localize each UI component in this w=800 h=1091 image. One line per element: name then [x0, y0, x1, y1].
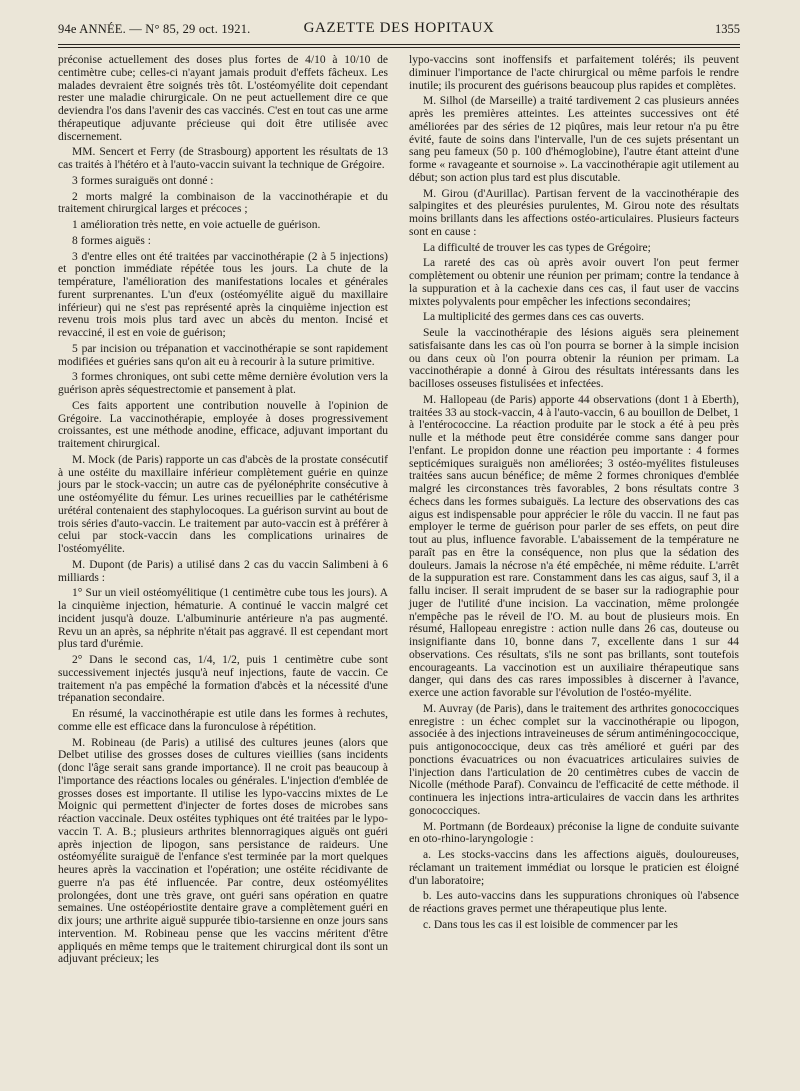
paragraph: 2 morts malgré la combinaison de la vaccinothérapie et du traitement chirurgical larges et précoces ;	[58, 190, 388, 216]
paragraph: M. Portmann (de Bordeaux) préconise la ligne de conduite suivante en oto-rhino-laryngologie :	[409, 820, 739, 846]
paragraph: M. Girou (d'Aurillac). Partisan fervent de la vaccinothérapie des salpingites et des pleurésies purulentes, M. Girou note des résultats moins brillants dans les affections ostéo-articulaires. Plusieurs facteurs sont en cause :	[409, 187, 739, 238]
right-column	[409, 54, 739, 935]
header-rule	[58, 47, 740, 48]
paragraph: En résumé, la vaccinothérapie est utile dans les formes à rechutes, comme elle est efficace dans la furonculose à répétition.	[58, 708, 388, 733]
paragraph: Seule la vaccinothérapie des lésions aiguës sera pleinement satisfaisante dans les cas où l'on pourra se borner à la simple incision ou dans ceux où l'on pourra obtenir la réunion per primam. La vaccinothérapie a donné à Girou des résultats intéressants dans les bacilloses osseuses fistulisées et infectées.	[409, 327, 739, 390]
paragraph: b. Les auto-vaccins dans les suppurations chroniques où l'absence de réactions graves permet une thérapeutique plus lente.	[409, 890, 739, 915]
paragraph: La rareté des cas où après avoir ouvert l'on peut fermer complètement ou obtenir une réunion per primam; contre la tendance à la suppuration et à la cachexie dans ces cas, il faut user de vaccins mixtes polyvalents pour empêcher les infections secondaires;	[409, 257, 739, 308]
paragraph: M. Auvray (de Paris), dans le traitement des arthrites gonococciques enregistre : un échec complet sur la vaccinothérapie ou lipogon, associée à des injections intraveineuses de sérum antiméningococcique, puis antigonococcique, deux cas très amélioré et guéri par des ponctions évacuatrices ou non évacuatrices articulaires suivies de l'injection dans l'articulation de 20 centimètres cubes de vaccin de Nicolle (méthode Paraf). Convaincu de l'efficacité de cette méthode. il continuera les injections intra-articulaires de vaccin dans les arthrites gonococciques.	[409, 702, 739, 817]
paragraph: 1 amélioration très nette, en voie actuelle de guérison.	[72, 219, 321, 231]
paragraph: La difficulté de trouver les cas types de Grégoire;	[423, 241, 651, 254]
paragraph: 1° Sur un vieil ostéomyélitique (1 centimètre cube tous les jours). A la cinquième injection, hématurie. A continué le vaccin malgré cet incident jusqu'à douze. L'albuminurie antérieure n'a pas augmenté. Revu un an après, sa néphrite n'était pas aggravé. Il est cependant mort plus tard d'urémie.	[58, 587, 388, 651]
paragraph: M. Silhol (de Marseille) a traité tardivement 2 cas plusieurs années après les premières atteintes. Les atteintes successives ont été améliorées par des séries de 12 piqûres, mais leur retour n'a pu être évité, faute de soins dans l'intervalle, l'un de ces sujets présentant un sang peu fameux (50 p. 100 d'hémoglobine), l'autre étant atteint d'une forme « ravageante et sournoise ». La vaccinothérapie agit utilement au début; son action plus tard est plus discutable.	[409, 95, 739, 184]
paragraph: 3 formes chroniques, ont subi cette même dernière évolution vers la guérison après séquestrectomie et pansement à plat.	[58, 371, 388, 396]
page-header	[58, 20, 740, 42]
paragraph: 8 formes aiguës :	[72, 234, 151, 247]
paragraph: M. Mock (de Paris) rapporte un cas d'abcès de la prostate consécutif à une ostéite du maxillaire inférieur complètement guérie en quinze jours par le stock-vaccin; un autre cas de pyélonéphrite consécutive à une ostéomyélite du fémur. Les urines recueillies par le cathétérisme urétéral contenaient des staphylocoques. La guérison survint au bout de trois séries d'auto-vaccin. Le traitement par auto-vaccin est à préférer à celui par stock-vaccin dans les complications urinaires de l'ostéomyélite.	[58, 453, 388, 555]
paragraph: 2° Dans le second cas, 1/4, 1/2, puis 1 centimètre cube sont successivement injectés jusqu'à neuf injections, faute de vaccin. Ce traitement n'a pas empêché la formation d'abcès et la nécessité d'une trépanation secondaire.	[58, 654, 388, 705]
paragraph: a. Les stocks-vaccins dans les affections aiguës, douloureuses, réclamant un traitement immédiat ou lorsque le praticien est éloigné d'un laboratoire;	[409, 849, 739, 887]
paragraph: 3 formes suraiguës ont donné :	[72, 174, 214, 187]
paragraph: 3 d'entre elles ont été traitées par vaccinothérapie (2 à 5 injections) et ponction immédiate répétée tous les jours. La chute de la température, l'amélioration des manifestations locales et générales furent surprenantes. L'un d'eux (ostéomyélite aiguë du maxillaire inférieur) qui ne s'est pas représenté après la cinquième injection est revenu trois mois plus tard avec un abcès du menton. Incisé et revacciné, il est en voie de guérison;	[58, 250, 388, 339]
paragraph: Ces faits apportent une contribution nouvelle à l'opinion de Grégoire. La vaccinothérapie, employée à doses progressivement croissantes, est une méthode anodine, efficace, adjuvant important du traitement chirurgical.	[58, 399, 388, 450]
paragraph: 5 par incision ou trépanation et vaccinothérapie se sont rapidement modifiées et guéries sans qu'on ait eu à recourir à la suture primitive.	[58, 342, 388, 368]
page-number: 1355	[715, 22, 740, 36]
left-column	[58, 54, 388, 969]
paragraph: La multiplicité des germes dans ces cas ouverts.	[423, 311, 644, 324]
header-rule	[58, 44, 740, 45]
issue-info: 94e ANNÉE. — N° 85, 29 oct. 1921.	[58, 22, 251, 36]
paragraph: c. Dans tous les cas il est loisible de commencer par les	[423, 918, 678, 931]
paragraph: M. Hallopeau (de Paris) apporte 44 observations (dont 1 à Eberth), traitées 33 au stock-vaccin, 4 à l'auto-vaccin, 6 au bouillon de Delbet, 1 à l'entérococcine. La réaction produite par le stock a été à peu près nulle et la méthode peut être considérée comme sans danger pour l'enfant. Le propidon donne une réaction peu importante : 4 formes septicémiques suraiguës non améliorées; 3 ostéo-myélites fistuleuses traitées sans aucun bénéfice; de même 2 formes chroniques d'emblée malgré les circonstances très favorables, 2 bons résultats contre 3 échecs dans les formes subaiguës. La lecture des observations des cas aigus est indispensable pour apprécier le rôle du vaccin. Il ne faut pas employer le terme de guérison pour parler de ses effets, on peut dire tout au plus, influence favorable. L'abaissement de la température ne paraît pas en être la conséquence, non plus que la sédation des douleurs. Jamais la nécrose n'a été empêchée, ni même réduite. L'arrêt de la suppuration est rare. Constamment dans les cas aigus, sauf 3, il a fallu inciser. Il serait imprudent de se baser sur la radiographie pour juger de l'utilité d'une incision. La vaccination, même prolongée n'empêche pas le réveil de l'O. M. au bout de plusieurs mois. En résumé, Hallopeau enregistre : action nulle dans 26 cas, douteuse ou insignifiante dans 10, bonne dans 7, excellente dans 1 sur 44 observations. Ces résultats, s'ils ne sont pas brillants, sont toutefois encourageants. La vaccinotion est un auxiliaire thérapeutique sans danger, qui dans des cas rares impossibles à discerner à l'avance, exerce une action favorable sur l'évolution de l'ostéo-myélite.	[409, 393, 739, 699]
paragraph: M. Dupont (de Paris) a utilisé dans 2 cas du vaccin Salimbeni à 6 milliards :	[58, 558, 388, 584]
paragraph: lypo-vaccins sont inoffensifs et parfaitement tolérés; ils peuvent diminuer l'importance de l'acte chirurgical ou même parfois le rendre inutile; ils procurent des guérisons beaucoup plus rapides et complètes.	[409, 54, 739, 92]
paragraph: M. Robineau (de Paris) a utilisé des cultures jeunes (alors que Delbet utilise des grosses doses de cultures vieillies (sans incidents (donc l'âge serait sans grande importance). Il ne croit pas beaucoup à l'importance des réactions locales ou générales. L'injection d'emblée de grosses doses est importante. Il utilise les lypo-vaccins mixtes de Le Moignic qui permettent d'injecter de fortes doses de microbes sans réaction vaccinale. Deux ostéites typhiques ont été traitées par le lypo-vaccin T. A. B.; plusieurs arthrites blennorragiques aiguës ont guéri après injection de lipogon, sans persistance de raideurs. Une ostéomyélite suraiguë de l'enfance s'est terminée par la mort quelques heures après la vaccination et l'opération; une ostéite récidivante de guerre n'a pas été influencée. Par contre, deux ostéomyélites prolongées, dont une très grave, ont guéri sans opération en quatre semaines. Une ostéopériostite dentaire grave a complètement guéri en dix jours; une arthrite aiguë suppurée tibio-tarsienne en onze jours sans intervention. M. Robineau pense que les vaccins méritent d'être appliqués en même temps que le traitement chirurgical dont ils sont un adjuvant précieux; les	[58, 736, 388, 966]
publication-title: GAZETTE DES HOPITAUX	[303, 20, 495, 36]
paragraph: préconise actuellement des doses plus fortes de 4/10 à 10/10 de centimètre cube; celles-ci n'ayant jamais produit d'effets fâcheux. Les malades devraient être soignés très tôt. L'ostéomyélite doit cependant rester une maladie chirurgicale. On ne peut actuellement dire ce que deviendra l'os dans l'avenir des cas vaccinés. C'est en tout cas une arme thérapeutique adjuvante précieuse qui doit être utilisée avec discernement.	[58, 54, 388, 143]
paragraph: MM. Sencert et Ferry (de Strasbourg) apportent les résultats de 13 cas traités à l'hétéro et à l'auto-vaccin suivant la technique de Grégoire.	[58, 146, 388, 171]
